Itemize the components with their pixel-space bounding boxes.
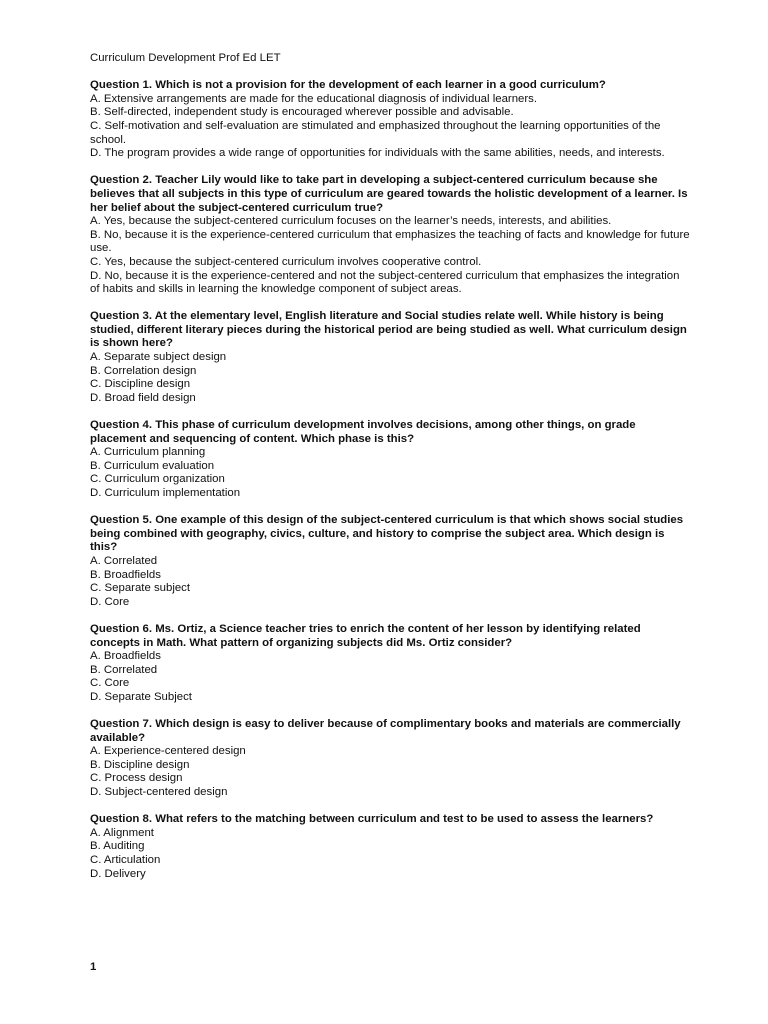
answer-option: C. Core bbox=[90, 677, 130, 690]
answer-option: B. No, because it is the experience-centered curriculum that emphasizes the teaching of facts and knowledge for future use. bbox=[90, 228, 690, 255]
document-title: Curriculum Development Prof Ed LET bbox=[90, 52, 281, 64]
question-4 bbox=[90, 419, 690, 501]
answer-option: A. Curriculum planning bbox=[90, 446, 206, 459]
answer-option: C. Yes, because the subject-centered curriculum involves cooperative control. bbox=[90, 255, 482, 268]
answer-option: B. Auditing bbox=[90, 840, 145, 853]
answer-option: D. Delivery bbox=[90, 867, 146, 880]
answer-option: B. Curriculum evaluation bbox=[90, 459, 215, 472]
question-stem: Question 5. One example of this design of the subject-centered curriculum is that which shows social studies being combined with geography, civics, culture, and history to comprise the subject area. Which design is this? bbox=[90, 514, 684, 554]
question-stem: Question 4. This phase of curriculum development involves decisions, among other things, on grade placement and sequencing of content. Which phase is this? bbox=[90, 419, 636, 445]
answer-option: C. Separate subject bbox=[90, 582, 191, 595]
answer-option: A. Alignment bbox=[90, 826, 154, 839]
answer-option: D. No, because it is the experience-centered and not the subject-centered curriculum that emphasizes the integration of habits and skills in learning the knowledge component of subject areas. bbox=[90, 269, 680, 296]
answer-option: B. Discipline design bbox=[90, 758, 190, 771]
answer-option: B. Broadfields bbox=[90, 568, 161, 581]
question-1 bbox=[90, 79, 690, 161]
question-5 bbox=[90, 514, 690, 609]
answer-option: D. Subject-centered design bbox=[90, 786, 228, 799]
answer-option: D. Curriculum implementation bbox=[90, 487, 241, 499]
answer-option: A. Broadfields bbox=[90, 650, 161, 663]
question-stem: Question 1. Which is not a provision for the development of each learner in a good curriculum? bbox=[90, 79, 606, 92]
answer-option: D. Broad field design bbox=[90, 391, 196, 404]
answer-option: C. Curriculum organization bbox=[90, 473, 225, 486]
question-3 bbox=[90, 310, 690, 405]
document-page bbox=[90, 52, 690, 895]
answer-option: A. Experience-centered design bbox=[90, 745, 246, 758]
question-stem: Question 2. Teacher Lily would like to take part in developing a subject-centered curriculum because she believes that all subjects in this type of curriculum are geared towards the holistic development of a learner. Is her belief about the subject-centered curriculum true? bbox=[90, 174, 688, 214]
answer-option: D. Core bbox=[90, 595, 130, 608]
answer-option: B. Correlation design bbox=[90, 364, 197, 377]
answer-option: D. The program provides a wide range of opportunities for individuals with the same abilities, needs, and interests. bbox=[90, 147, 665, 160]
answer-option: C. Process design bbox=[90, 772, 183, 785]
answer-option: C. Articulation bbox=[90, 854, 161, 867]
question-stem: Question 8. What refers to the matching between curriculum and test to be used to assess the learners? bbox=[90, 813, 654, 826]
question-2 bbox=[90, 174, 690, 296]
page-number: 1 bbox=[90, 961, 97, 973]
question-stem: Question 6. Ms. Ortiz, a Science teacher tries to enrich the content of her lesson by identifying related concepts in Math. What pattern of organizing subjects did Ms. Ortiz consider? bbox=[90, 622, 641, 649]
question-6 bbox=[90, 623, 690, 705]
answer-option: C. Self-motivation and self-evaluation are stimulated and emphasized throughout the learning opportunities of the school. bbox=[90, 119, 661, 146]
question-stem: Question 7. Which design is easy to deliver because of complimentary books and materials are commercially available? bbox=[90, 718, 681, 744]
answer-option: A. Separate subject design bbox=[90, 351, 227, 364]
answer-option: A. Yes, because the subject-centered curriculum focuses on the learner’s needs, interests, and abilities. bbox=[90, 215, 612, 228]
answer-option: D. Separate Subject bbox=[90, 690, 192, 703]
answer-option: B. Self-directed, independent study is encouraged wherever possible and advisable. bbox=[90, 106, 514, 119]
answer-option: A. Correlated bbox=[90, 554, 158, 567]
question-7 bbox=[90, 718, 690, 800]
question-stem: Question 3. At the elementary level, English literature and Social studies relate well. While history is being studied, different literary pieces during the historical period are being studied as well. What curriculum design is shown here? bbox=[90, 310, 687, 350]
answer-option: C. Discipline design bbox=[90, 378, 191, 391]
question-8 bbox=[90, 813, 690, 881]
answer-option: A. Extensive arrangements are made for the educational diagnosis of individual learners. bbox=[90, 92, 538, 105]
answer-option: B. Correlated bbox=[90, 663, 158, 676]
